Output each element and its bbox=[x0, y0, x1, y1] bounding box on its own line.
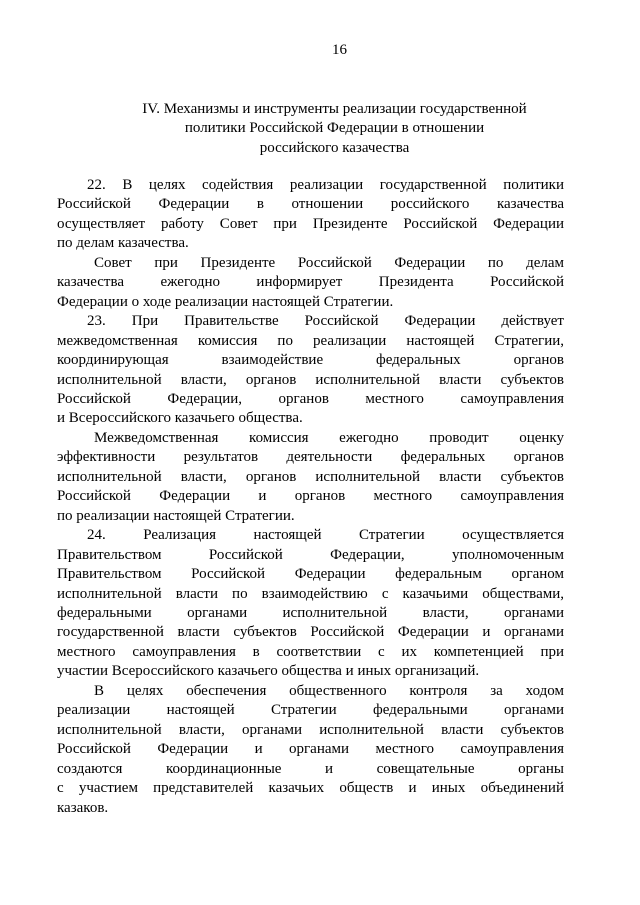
text-line: и Всероссийского казачьего общества. bbox=[57, 410, 303, 427]
text-line: осуществляет работу Совет при Президенте Российской Федерации bbox=[57, 215, 564, 232]
text-line: участии Всероссийского казачьего общества и иных организаций. bbox=[57, 663, 480, 680]
text-line: казаков. bbox=[57, 799, 109, 816]
text-line: координирующая взаимодействие федеральных органов bbox=[57, 352, 564, 369]
text-line: 23. При Правительстве Российской Федерации действует bbox=[87, 313, 564, 330]
text-line: Правительством Российской Федерации федеральным органом bbox=[57, 566, 564, 583]
page-number: 16 bbox=[332, 42, 347, 58]
text-line: В целях обеспечения общественного контроля за ходом bbox=[94, 682, 564, 699]
text-line: Правительством Российской Федерации, уполномоченным bbox=[57, 546, 564, 563]
paragraph bbox=[57, 682, 564, 818]
text-line: Российской Федерации, органов местного самоуправления bbox=[57, 390, 564, 407]
heading-line: российского казачества bbox=[259, 139, 410, 156]
text-line: исполнительной власти, органов исполнительной власти субъектов bbox=[57, 468, 564, 485]
paragraph bbox=[57, 526, 564, 682]
text-line: эффективности результатов деятельности федеральных органов bbox=[57, 449, 564, 466]
text-line: исполнительной власти по взаимодействию с казачьими обществами, bbox=[57, 585, 564, 602]
text-line: межведомственная комиссия по реализации настоящей Стратегии, bbox=[57, 332, 564, 349]
text-line: Совет при Президенте Российской Федерации по делам bbox=[94, 254, 564, 271]
text-line: создаются координационные и совещательные органы bbox=[57, 760, 564, 777]
text-line: Российской Федерации в отношении российского казачества bbox=[57, 196, 564, 213]
text-line: Российской Федерации и органов местного самоуправления bbox=[57, 488, 564, 505]
text-line: федеральными органами исполнительной власти, органами bbox=[57, 604, 564, 621]
text-line: Российской Федерации и органами местного самоуправления bbox=[57, 741, 564, 758]
text-line: местного самоуправления в соответствии с их компетенцией при bbox=[57, 643, 564, 660]
paragraph bbox=[57, 176, 564, 254]
paragraph bbox=[57, 312, 564, 429]
heading-line: IV. Механизмы и инструменты реализации государственной bbox=[142, 101, 527, 117]
text-line: реализации настоящей Стратегии федеральными органами bbox=[57, 702, 564, 719]
text-line: Межведомственная комиссия ежегодно проводит оценку bbox=[94, 429, 564, 446]
text-line: казачества ежегодно информирует Президента Российской bbox=[57, 274, 564, 291]
text-line: по делам казачества. bbox=[57, 235, 189, 252]
text-line: исполнительной власти, органов исполнительной власти субъектов bbox=[57, 371, 564, 388]
text-line: 22. В целях содействия реализации государственной политики bbox=[87, 177, 564, 193]
heading-line: политики Российской Федерации в отношении bbox=[184, 120, 485, 137]
text-line: Федерации о ходе реализации настоящей Стратегии. bbox=[57, 293, 394, 310]
text-line: государственной власти субъектов Российской Федерации и органами bbox=[57, 624, 564, 641]
paragraph bbox=[57, 429, 564, 526]
section-heading bbox=[57, 100, 564, 158]
text-line: с участием представителей казачьих обществ и иных объединений bbox=[57, 780, 564, 797]
text-line: 24. Реализация настоящей Стратегии осуществляется bbox=[87, 527, 564, 544]
paragraph bbox=[57, 254, 564, 312]
document-body bbox=[57, 176, 564, 818]
text-line: исполнительной власти, органами исполнительной власти субъектов bbox=[57, 721, 564, 738]
text-line: по реализации настоящей Стратегии. bbox=[57, 507, 295, 524]
